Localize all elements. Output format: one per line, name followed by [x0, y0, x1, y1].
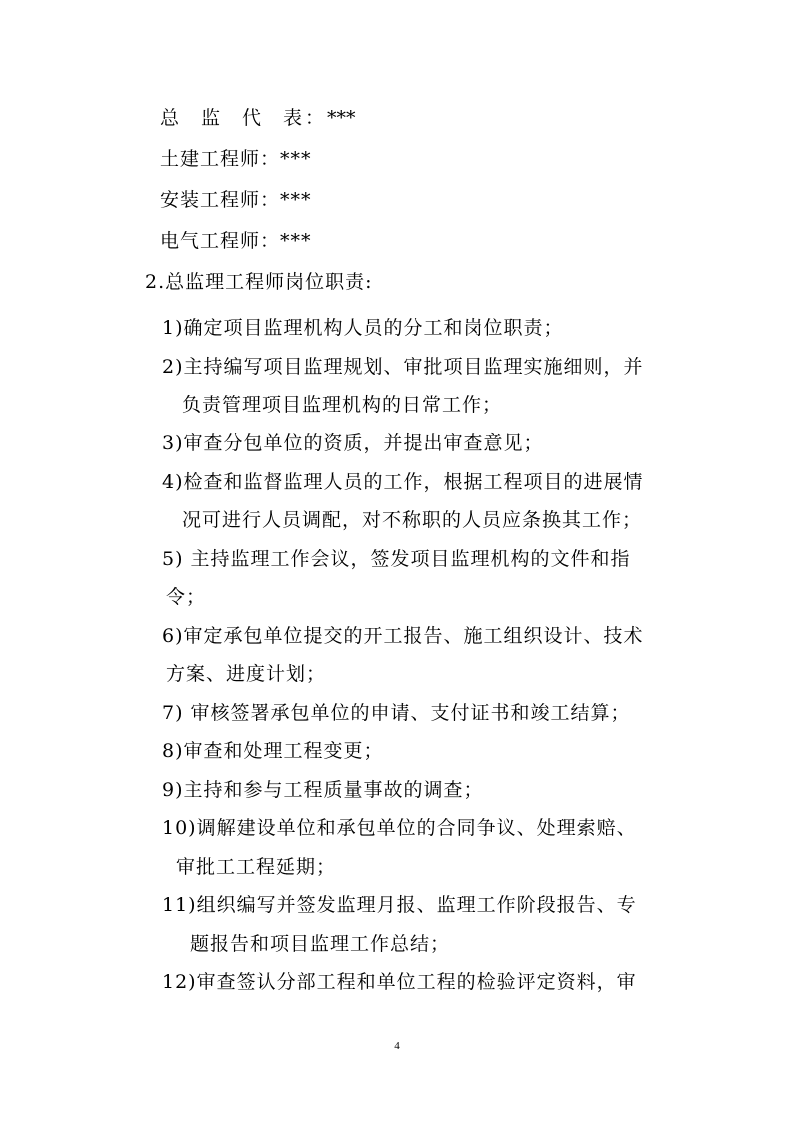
- page-number: 4: [394, 1040, 400, 1052]
- duty-line: 11)组织编写并签发监理月报、监理工作阶段报告、专: [162, 894, 637, 916]
- duty-line: 7) 审核签署承包单位的申请、支付证书和竣工结算；: [162, 702, 631, 724]
- staff-chief-rep-char: 总: [160, 107, 180, 129]
- staff-chief-rep-char: 表: [283, 107, 303, 129]
- staff-chief-rep-value: ***: [327, 107, 356, 129]
- staff-electrical-engineer: 电气工程师：***: [160, 230, 312, 252]
- duty-line: 5) 主持监理工作会议，签发项目监理机构的文件和指: [162, 548, 631, 570]
- duty-line: 8)审查和处理工程变更；: [162, 740, 384, 762]
- duty-line: 况可进行人员调配，对不称职的人员应条换其工作；: [182, 509, 643, 531]
- duty-line: 题报告和项目监理工作总结；: [190, 933, 451, 955]
- duty-line: 4)检查和监督监理人员的工作，根据工程项目的进展情: [162, 471, 644, 493]
- duty-line: 方案、进度计划；: [166, 663, 327, 685]
- duty-line: 2)主持编写项目监理规划、审批项目监理实施细则，并: [162, 356, 644, 378]
- duty-line: 12)审查签认分部工程和单位工程的检验评定资料，审: [162, 971, 637, 993]
- duty-line: 令；: [166, 586, 207, 608]
- duty-line: 9)主持和参与工程质量事故的调查；: [162, 779, 484, 801]
- duty-line: 审批工工程延期；: [176, 856, 337, 878]
- duty-line: 负责管理项目监理机构的日常工作；: [182, 394, 503, 416]
- duty-line: 6)审定承包单位提交的开工报告、施工组织设计、技术: [162, 625, 644, 647]
- staff-civil-engineer: 土建工程师：***: [160, 148, 312, 170]
- duty-line: 3)审查分包单位的资质，并提出审查意见；: [162, 432, 544, 454]
- staff-chief-rep-char: 代: [242, 107, 262, 129]
- duty-line: 10)调解建设单位和承包单位的合同争议、处理索赔、: [162, 817, 637, 839]
- duty-line: 1)确定项目监理机构人员的分工和岗位职责；: [162, 317, 564, 339]
- staff-install-engineer: 安装工程师：***: [160, 189, 312, 211]
- staff-chief-rep-colon: ：: [305, 107, 325, 129]
- section-heading: 2.总监理工程师岗位职责:: [145, 271, 373, 293]
- staff-chief-rep-char: 监: [201, 107, 221, 129]
- staff-chief-rep: [160, 106, 356, 130]
